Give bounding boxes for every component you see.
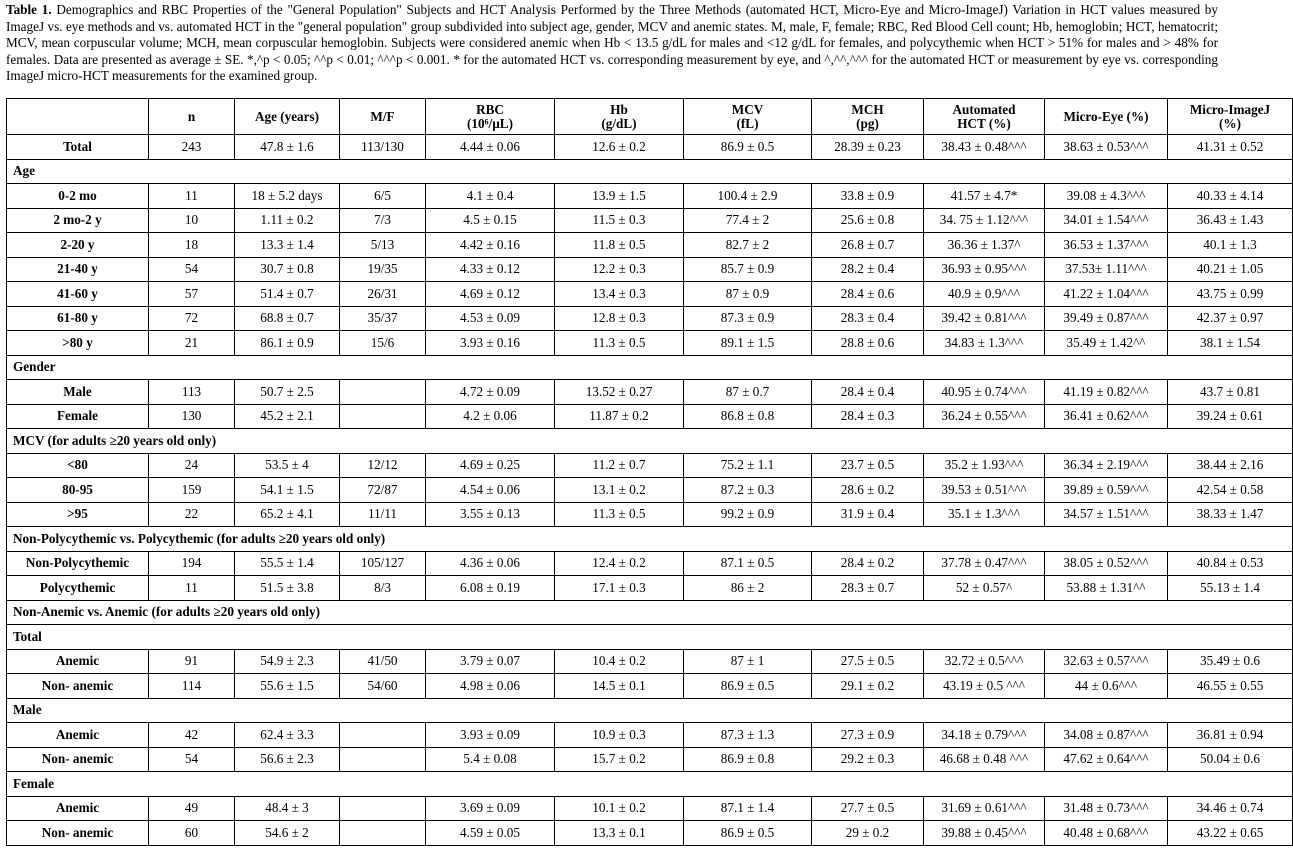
table-cell: 39.89 ± 0.59^^^	[1045, 478, 1168, 503]
header-cell: Hb (g/dL)	[555, 99, 684, 135]
header-cell: Age (years)	[235, 99, 340, 135]
table-cell: 10.9 ± 0.3	[555, 723, 684, 748]
table-cell: 28.3 ± 0.4	[812, 306, 924, 331]
table-cell: 11.5 ± 0.3	[555, 208, 684, 233]
table-cell: 46.55 ± 0.55	[1168, 674, 1293, 699]
table-cell: 13.3 ± 0.1	[555, 821, 684, 846]
table-cell: 39.08 ± 4.3^^^	[1045, 184, 1168, 209]
table-cell: 29 ± 0.2	[812, 821, 924, 846]
table-cell: 60	[149, 821, 235, 846]
table-cell: 4.5 ± 0.15	[426, 208, 555, 233]
table-cell: 130	[149, 404, 235, 429]
table-row	[7, 404, 1293, 429]
section-row	[7, 772, 1293, 797]
table-cell: 42.54 ± 0.58	[1168, 478, 1293, 503]
table-cell: 15.7 ± 0.2	[555, 747, 684, 772]
table-cell: 46.68 ± 0.48 ^^^	[924, 747, 1045, 772]
table-cell: 100.4 ± 2.9	[684, 184, 812, 209]
table-cell: 28.4 ± 0.2	[812, 551, 924, 576]
table-cell: 41.31 ± 0.52	[1168, 135, 1293, 160]
table-cell: 3.79 ± 0.07	[426, 649, 555, 674]
table-cell: 38.1 ± 1.54	[1168, 331, 1293, 356]
table-cell: 39.53 ± 0.51^^^	[924, 478, 1045, 503]
row-label: Anemic	[7, 796, 149, 821]
table-cell: 86.8 ± 0.8	[684, 404, 812, 429]
table-cell: 35.49 ± 1.42^^	[1045, 331, 1168, 356]
row-label: Polycythemic	[7, 576, 149, 601]
table-cell: 36.36 ± 1.37^	[924, 233, 1045, 258]
table-cell: 36.24 ± 0.55^^^	[924, 404, 1045, 429]
table-row	[7, 233, 1293, 258]
table-row	[7, 649, 1293, 674]
table-cell: 54.9 ± 2.3	[235, 649, 340, 674]
table-cell: 13.4 ± 0.3	[555, 282, 684, 307]
table-cell: 17.1 ± 0.3	[555, 576, 684, 601]
table-cell: 34.01 ± 1.54^^^	[1045, 208, 1168, 233]
table-cell: 31.69 ± 0.61^^^	[924, 796, 1045, 821]
table-row	[7, 257, 1293, 282]
table-cell: 42.37 ± 0.97	[1168, 306, 1293, 331]
table-cell: 36.93 ± 0.95^^^	[924, 257, 1045, 282]
table-cell: 4.33 ± 0.12	[426, 257, 555, 282]
table-cell: 11.8 ± 0.5	[555, 233, 684, 258]
table-cell: 42	[149, 723, 235, 748]
table-cell: 243	[149, 135, 235, 160]
table-cell: 87.3 ± 0.9	[684, 306, 812, 331]
table-cell: 27.5 ± 0.5	[812, 649, 924, 674]
table-cell: 87.1 ± 0.5	[684, 551, 812, 576]
table-caption-label: Table 1.	[6, 2, 52, 17]
table-cell: 26.8 ± 0.7	[812, 233, 924, 258]
table-cell: 28.6 ± 0.2	[812, 478, 924, 503]
table-cell: 72	[149, 306, 235, 331]
table-cell: 51.5 ± 3.8	[235, 576, 340, 601]
table-cell: 3.69 ± 0.09	[426, 796, 555, 821]
row-label: Male	[7, 380, 149, 405]
table-cell: 89.1 ± 1.5	[684, 331, 812, 356]
table-cell: 40.1 ± 1.3	[1168, 233, 1293, 258]
table-row	[7, 723, 1293, 748]
table-cell: 12/12	[340, 453, 426, 478]
table-row	[7, 453, 1293, 478]
header-cell: n	[149, 99, 235, 135]
table-cell: 4.2 ± 0.06	[426, 404, 555, 429]
table-cell: 18	[149, 233, 235, 258]
section-label: Female	[7, 772, 1293, 797]
table-cell: 23.7 ± 0.5	[812, 453, 924, 478]
table-cell: 34.83 ± 1.3^^^	[924, 331, 1045, 356]
table-cell: 62.4 ± 3.3	[235, 723, 340, 748]
table-cell: 4.53 ± 0.09	[426, 306, 555, 331]
header-cell: MCH (pg)	[812, 99, 924, 135]
table-cell: 36.53 ± 1.37^^^	[1045, 233, 1168, 258]
header-cell: Micro-Eye (%)	[1045, 99, 1168, 135]
table-cell: 10.4 ± 0.2	[555, 649, 684, 674]
table-cell: 27.7 ± 0.5	[812, 796, 924, 821]
row-label: Anemic	[7, 649, 149, 674]
table-cell: 32.63 ± 0.57^^^	[1045, 649, 1168, 674]
section-row	[7, 625, 1293, 650]
table-cell: 40.84 ± 0.53	[1168, 551, 1293, 576]
row-label: 61-80 y	[7, 306, 149, 331]
table-cell: 87.2 ± 0.3	[684, 478, 812, 503]
table-cell: 1.11 ± 0.2	[235, 208, 340, 233]
table-cell: 37.53± 1.11^^^	[1045, 257, 1168, 282]
table-cell: 99.2 ± 0.9	[684, 502, 812, 527]
table-cell: 13.1 ± 0.2	[555, 478, 684, 503]
table-row	[7, 796, 1293, 821]
table-cell: 39.42 ± 0.81^^^	[924, 306, 1045, 331]
table-cell: 35.1 ± 1.3^^^	[924, 502, 1045, 527]
table-cell: 55.6 ± 1.5	[235, 674, 340, 699]
table-cell: 4.98 ± 0.06	[426, 674, 555, 699]
section-label: Age	[7, 159, 1293, 184]
table-body	[7, 135, 1293, 846]
table-cell: 15/6	[340, 331, 426, 356]
table-cell: 54.1 ± 1.5	[235, 478, 340, 503]
table-row	[7, 282, 1293, 307]
section-label: Total	[7, 625, 1293, 650]
table-cell: 26/31	[340, 282, 426, 307]
table-cell: 87.1 ± 1.4	[684, 796, 812, 821]
table-row	[7, 208, 1293, 233]
row-label: Non- anemic	[7, 747, 149, 772]
table-cell: 44 ± 0.6^^^	[1045, 674, 1168, 699]
table-cell: 41.19 ± 0.82^^^	[1045, 380, 1168, 405]
table-cell: 41.22 ± 1.04^^^	[1045, 282, 1168, 307]
table-cell	[340, 796, 426, 821]
table-cell: 13.3 ± 1.4	[235, 233, 340, 258]
table-cell: 38.43 ± 0.48^^^	[924, 135, 1045, 160]
table-cell: 86 ± 2	[684, 576, 812, 601]
table-cell: 19/35	[340, 257, 426, 282]
table-cell: 10.1 ± 0.2	[555, 796, 684, 821]
table-cell: 39.88 ± 0.45^^^	[924, 821, 1045, 846]
table-cell: 29.2 ± 0.3	[812, 747, 924, 772]
table-cell: 33.8 ± 0.9	[812, 184, 924, 209]
table-cell: 54/60	[340, 674, 426, 699]
table-row	[7, 502, 1293, 527]
section-row	[7, 600, 1293, 625]
section-label: Non-Polycythemic vs. Polycythemic (for adults ≥20 years old only)	[7, 527, 1293, 552]
table-cell: 4.1 ± 0.4	[426, 184, 555, 209]
table-cell: 53.88 ± 1.31^^	[1045, 576, 1168, 601]
table-cell: 25.6 ± 0.8	[812, 208, 924, 233]
table-cell: 28.39 ± 0.23	[812, 135, 924, 160]
table-cell: 32.72 ± 0.5^^^	[924, 649, 1045, 674]
table-cell: 54.6 ± 2	[235, 821, 340, 846]
row-label: <80	[7, 453, 149, 478]
row-label: 2 mo-2 y	[7, 208, 149, 233]
table-cell: 28.4 ± 0.6	[812, 282, 924, 307]
table-cell: 53.5 ± 4	[235, 453, 340, 478]
table-row	[7, 821, 1293, 846]
table-cell: 39.24 ± 0.61	[1168, 404, 1293, 429]
table-cell: 86.9 ± 0.5	[684, 135, 812, 160]
table-cell: 18 ± 5.2 days	[235, 184, 340, 209]
table-cell: 54	[149, 257, 235, 282]
header-cell: Micro-ImageJ (%)	[1168, 99, 1293, 135]
table-cell: 65.2 ± 4.1	[235, 502, 340, 527]
table-cell: 40.95 ± 0.74^^^	[924, 380, 1045, 405]
section-row	[7, 429, 1293, 454]
table-cell: 43.19 ± 0.5 ^^^	[924, 674, 1045, 699]
table-cell: 43.7 ± 0.81	[1168, 380, 1293, 405]
table-cell: 38.33 ± 1.47	[1168, 502, 1293, 527]
table-cell: 31.48 ± 0.73^^^	[1045, 796, 1168, 821]
table-cell: 56.6 ± 2.3	[235, 747, 340, 772]
table-header-row	[7, 99, 1293, 135]
table-cell: 194	[149, 551, 235, 576]
table-cell: 41.57 ± 4.7*	[924, 184, 1045, 209]
table-row	[7, 478, 1293, 503]
table-cell	[340, 723, 426, 748]
table-cell: 36.34 ± 2.19^^^	[1045, 453, 1168, 478]
table-cell: 4.54 ± 0.06	[426, 478, 555, 503]
table-cell: 11	[149, 184, 235, 209]
table-row	[7, 576, 1293, 601]
table-cell: 12.8 ± 0.3	[555, 306, 684, 331]
table-cell: 3.55 ± 0.13	[426, 502, 555, 527]
table-cell	[340, 380, 426, 405]
header-cell: M/F	[340, 99, 426, 135]
table-caption	[6, 2, 1218, 85]
table-cell: 4.42 ± 0.16	[426, 233, 555, 258]
table-cell: 86.9 ± 0.8	[684, 747, 812, 772]
table-cell: 114	[149, 674, 235, 699]
row-label: Non- anemic	[7, 674, 149, 699]
table-cell: 43.75 ± 0.99	[1168, 282, 1293, 307]
table-cell: 3.93 ± 0.09	[426, 723, 555, 748]
table-cell: 40.48 ± 0.68^^^	[1045, 821, 1168, 846]
section-label: MCV (for adults ≥20 years old only)	[7, 429, 1293, 454]
table-cell: 12.4 ± 0.2	[555, 551, 684, 576]
section-row	[7, 698, 1293, 723]
table-cell	[340, 747, 426, 772]
table-cell: 34.18 ± 0.79^^^	[924, 723, 1045, 748]
table-cell: 28.4 ± 0.4	[812, 380, 924, 405]
table-cell: 91	[149, 649, 235, 674]
row-label: 21-40 y	[7, 257, 149, 282]
table-cell: 5/13	[340, 233, 426, 258]
table-cell: 6.08 ± 0.19	[426, 576, 555, 601]
table-cell: 55.13 ± 1.4	[1168, 576, 1293, 601]
table-cell: 36.43 ± 1.43	[1168, 208, 1293, 233]
table-cell: 52 ± 0.57^	[924, 576, 1045, 601]
row-label: 80-95	[7, 478, 149, 503]
table-cell: 29.1 ± 0.2	[812, 674, 924, 699]
table-cell: 4.44 ± 0.06	[426, 135, 555, 160]
table-cell: 28.4 ± 0.3	[812, 404, 924, 429]
table-cell: 68.8 ± 0.7	[235, 306, 340, 331]
table-cell: 13.9 ± 1.5	[555, 184, 684, 209]
table-caption-text: Demographics and RBC Properties of the "General Population" Subjects and HCT Analysis Performed by the Three Methods (automated HCT, Micro-Eye and Micro-ImageJ) Variation in HCT values measured by ImageJ vs. eye methods and vs. automated HCT in the "general population" group subdivided into subject age, gender, MCV and anemic states. M, male, F, female; RBC, Red Blood Cell count; Hb, hemoglobin; HCT, hematocrit; MCV, mean corpuscular volume; MCH, mean corpuscular hemoglobin. Subjects were considered anemic when Hb < 13.5 g/dL for males and <12 g/dL for females, and polycythemic when HCT > 51% for males and > 48% for females. Data are presented as average ± SE. *,^p < 0.05; ^^p < 0.01; ^^^p < 0.001. * for the automated HCT vs. corresponding measurement by eye, and ^,^^,^^^ for the automated HCT or measurement by eye vs. corresponding ImageJ micro-HCT measurements for the examined group.	[6, 2, 1218, 84]
table-cell: 87.3 ± 1.3	[684, 723, 812, 748]
table-cell: 105/127	[340, 551, 426, 576]
table-cell: 55.5 ± 1.4	[235, 551, 340, 576]
table-cell	[340, 404, 426, 429]
table-cell: 47.8 ± 1.6	[235, 135, 340, 160]
table-cell: 72/87	[340, 478, 426, 503]
table-row	[7, 551, 1293, 576]
table-cell: 49	[149, 796, 235, 821]
table-cell: 159	[149, 478, 235, 503]
table-cell: 3.93 ± 0.16	[426, 331, 555, 356]
table-cell: 35.49 ± 0.6	[1168, 649, 1293, 674]
table-cell: 38.63 ± 0.53^^^	[1045, 135, 1168, 160]
table-cell: 87 ± 1	[684, 649, 812, 674]
row-label: Female	[7, 404, 149, 429]
table-cell: 12.2 ± 0.3	[555, 257, 684, 282]
table-cell: 40.21 ± 1.05	[1168, 257, 1293, 282]
table-cell: 8/3	[340, 576, 426, 601]
table-cell: 86.9 ± 0.5	[684, 674, 812, 699]
section-label: Non-Anemic vs. Anemic (for adults ≥20 years old only)	[7, 600, 1293, 625]
demographics-table	[6, 98, 1293, 846]
table-cell: 41/50	[340, 649, 426, 674]
table-cell: 51.4 ± 0.7	[235, 282, 340, 307]
table-cell: 11.87 ± 0.2	[555, 404, 684, 429]
table-cell: 36.81 ± 0.94	[1168, 723, 1293, 748]
table-cell: 11.3 ± 0.5	[555, 502, 684, 527]
table-cell: 45.2 ± 2.1	[235, 404, 340, 429]
row-label: >80 y	[7, 331, 149, 356]
table-cell: 34.57 ± 1.51^^^	[1045, 502, 1168, 527]
table-cell: 39.49 ± 0.87^^^	[1045, 306, 1168, 331]
table-cell: 11	[149, 576, 235, 601]
table-cell: 4.36 ± 0.06	[426, 551, 555, 576]
table-cell: 36.41 ± 0.62^^^	[1045, 404, 1168, 429]
table-cell: 4.72 ± 0.09	[426, 380, 555, 405]
table-cell: 113/130	[340, 135, 426, 160]
table-cell: 21	[149, 331, 235, 356]
table-row	[7, 135, 1293, 160]
row-label: Non-Polycythemic	[7, 551, 149, 576]
table-cell: 34.08 ± 0.87^^^	[1045, 723, 1168, 748]
table-cell: 50.7 ± 2.5	[235, 380, 340, 405]
table-cell: 38.44 ± 2.16	[1168, 453, 1293, 478]
table-cell: 31.9 ± 0.4	[812, 502, 924, 527]
table-cell: 48.4 ± 3	[235, 796, 340, 821]
header-cell: RBC (10⁶/µL)	[426, 99, 555, 135]
header-cell	[7, 99, 149, 135]
table-cell: 87 ± 0.7	[684, 380, 812, 405]
table-row	[7, 184, 1293, 209]
row-label: Non- anemic	[7, 821, 149, 846]
table-cell: 47.62 ± 0.64^^^	[1045, 747, 1168, 772]
table-cell: 38.05 ± 0.52^^^	[1045, 551, 1168, 576]
table-cell: 22	[149, 502, 235, 527]
table-cell: 113	[149, 380, 235, 405]
header-cell: MCV (fL)	[684, 99, 812, 135]
table-cell: 28.2 ± 0.4	[812, 257, 924, 282]
table-cell: 86.1 ± 0.9	[235, 331, 340, 356]
section-row	[7, 527, 1293, 552]
table-cell: 77.4 ± 2	[684, 208, 812, 233]
table-cell: 35.2 ± 1.93^^^	[924, 453, 1045, 478]
row-label: 0-2 mo	[7, 184, 149, 209]
table-cell: 35/37	[340, 306, 426, 331]
table-cell: 10	[149, 208, 235, 233]
table-cell: 24	[149, 453, 235, 478]
table-cell: 28.3 ± 0.7	[812, 576, 924, 601]
table-row	[7, 674, 1293, 699]
table-cell: 11/11	[340, 502, 426, 527]
table-cell: 54	[149, 747, 235, 772]
table-cell: 43.22 ± 0.65	[1168, 821, 1293, 846]
section-label: Gender	[7, 355, 1293, 380]
table-cell: 4.69 ± 0.12	[426, 282, 555, 307]
table-cell: 85.7 ± 0.9	[684, 257, 812, 282]
table-cell: 37.78 ± 0.47^^^	[924, 551, 1045, 576]
table-cell: 14.5 ± 0.1	[555, 674, 684, 699]
table-cell: 27.3 ± 0.9	[812, 723, 924, 748]
row-label: 2-20 y	[7, 233, 149, 258]
header-cell: Automated HCT (%)	[924, 99, 1045, 135]
table-cell: 11.2 ± 0.7	[555, 453, 684, 478]
table-cell: 13.52 ± 0.27	[555, 380, 684, 405]
row-label: Anemic	[7, 723, 149, 748]
table-cell: 86.9 ± 0.5	[684, 821, 812, 846]
section-label: Male	[7, 698, 1293, 723]
section-row	[7, 159, 1293, 184]
row-label: Total	[7, 135, 149, 160]
table-cell: 34. 75 ± 1.12^^^	[924, 208, 1045, 233]
table-cell: 11.3 ± 0.5	[555, 331, 684, 356]
table-cell: 87 ± 0.9	[684, 282, 812, 307]
table-row	[7, 747, 1293, 772]
table-cell: 28.8 ± 0.6	[812, 331, 924, 356]
row-label: 41-60 y	[7, 282, 149, 307]
table-row	[7, 306, 1293, 331]
table-cell: 82.7 ± 2	[684, 233, 812, 258]
table-cell: 34.46 ± 0.74	[1168, 796, 1293, 821]
table-cell: 50.04 ± 0.6	[1168, 747, 1293, 772]
section-row	[7, 355, 1293, 380]
table-cell: 5.4 ± 0.08	[426, 747, 555, 772]
table-cell: 30.7 ± 0.8	[235, 257, 340, 282]
row-label: >95	[7, 502, 149, 527]
table-cell: 57	[149, 282, 235, 307]
table-row	[7, 331, 1293, 356]
table-cell: 75.2 ± 1.1	[684, 453, 812, 478]
table-cell: 40.9 ± 0.9^^^	[924, 282, 1045, 307]
table-cell: 6/5	[340, 184, 426, 209]
table-cell: 4.69 ± 0.25	[426, 453, 555, 478]
table-cell: 40.33 ± 4.14	[1168, 184, 1293, 209]
table-cell	[340, 821, 426, 846]
table-cell: 7/3	[340, 208, 426, 233]
table-row	[7, 380, 1293, 405]
table-cell: 12.6 ± 0.2	[555, 135, 684, 160]
table-cell: 4.59 ± 0.05	[426, 821, 555, 846]
